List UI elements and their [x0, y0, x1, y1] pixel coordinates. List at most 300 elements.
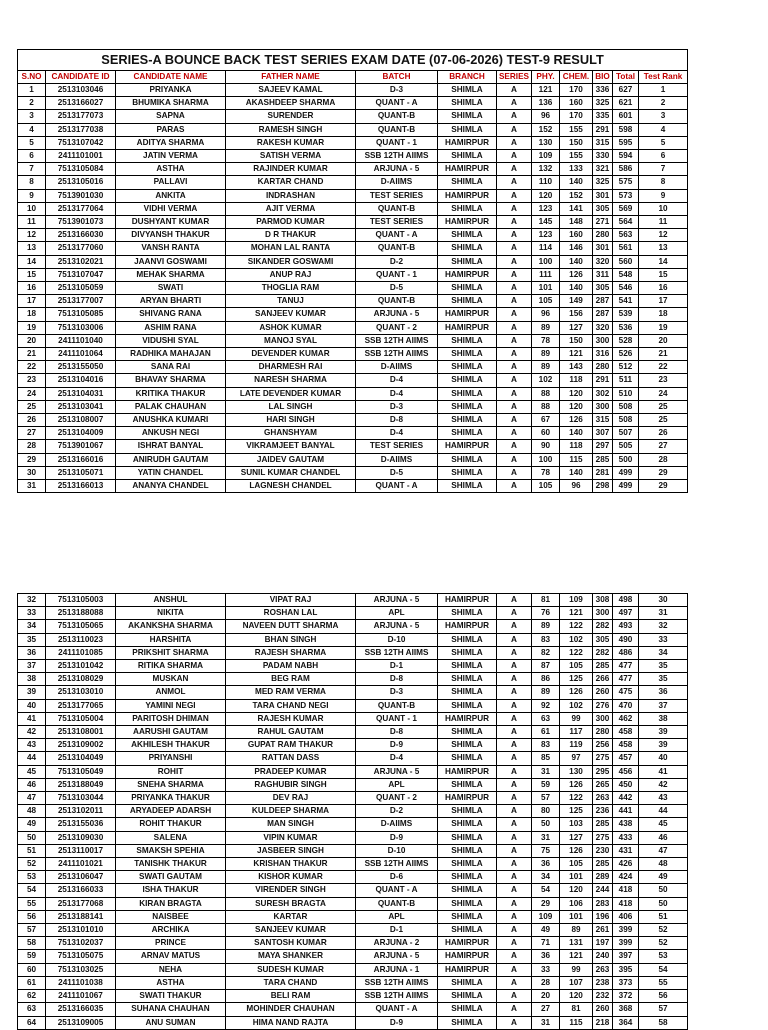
table-cell: LAL SINGH	[226, 400, 356, 413]
table-cell: 20	[18, 334, 46, 347]
table-cell: D-2	[356, 255, 438, 268]
table-cell: A	[497, 282, 532, 295]
table-cell: A	[497, 427, 532, 440]
table-cell: QUANT-B	[356, 242, 438, 255]
table-cell: HAMIRPUR	[438, 792, 497, 805]
table-cell: A	[497, 607, 532, 620]
table-row	[18, 268, 688, 281]
table-cell: ASTHA	[116, 976, 226, 989]
table-cell: 32	[18, 594, 46, 607]
table-cell: 291	[593, 374, 613, 387]
table-cell: 271	[593, 216, 613, 229]
table-cell: SSB 12TH AIIMS	[356, 334, 438, 347]
table-cell: 2513105071	[46, 466, 116, 479]
table-cell: A	[497, 163, 532, 176]
table-cell: 25	[639, 400, 688, 413]
table-cell: 26	[639, 427, 688, 440]
table-cell: 89	[532, 620, 560, 633]
table-cell: 301	[593, 189, 613, 202]
table-cell: 14	[639, 255, 688, 268]
table-cell: HAMIRPUR	[438, 216, 497, 229]
table-cell: 78	[532, 334, 560, 347]
table-cell: 88	[532, 387, 560, 400]
table-cell: 442	[613, 792, 639, 805]
table-row	[18, 308, 688, 321]
table-cell: TEST SERIES	[356, 440, 438, 453]
table-cell: KARTAR CHAND	[226, 176, 356, 189]
table-cell: 2513166035	[46, 1003, 116, 1016]
table-cell: SHIMLA	[438, 361, 497, 374]
table-cell: 59	[18, 950, 46, 963]
table-cell: 152	[532, 123, 560, 136]
table-cell: A	[497, 189, 532, 202]
table-cell: 39	[639, 739, 688, 752]
table-cell: 564	[613, 216, 639, 229]
table-cell: 90	[532, 440, 560, 453]
table-cell: 12	[18, 229, 46, 242]
table-cell: 2513102021	[46, 255, 116, 268]
table-cell: 298	[593, 480, 613, 493]
table-cell: 121	[560, 607, 593, 620]
table-cell: D-5	[356, 282, 438, 295]
table-cell: 37	[18, 660, 46, 673]
table-cell: RAKESH KUMAR	[226, 136, 356, 149]
table-cell: 18	[639, 308, 688, 321]
table-cell: SANJEEV KUMAR	[226, 308, 356, 321]
table-cell: VIKRAMJEET BANYAL	[226, 440, 356, 453]
table-cell: 36	[532, 950, 560, 963]
table-cell: ANSHUL	[116, 594, 226, 607]
table-cell: SHIMLA	[438, 818, 497, 831]
table-cell: 22	[639, 361, 688, 374]
column-header: BIO	[593, 71, 613, 84]
table-cell: 83	[532, 739, 560, 752]
table-cell: SHIMLA	[438, 282, 497, 295]
table-cell: 52	[639, 937, 688, 950]
table-body-bottom	[18, 594, 688, 1030]
table-row	[18, 976, 688, 989]
table-cell: 2513108007	[46, 414, 116, 427]
table-cell: 103	[560, 818, 593, 831]
table-cell: A	[497, 1003, 532, 1016]
table-cell: A	[497, 990, 532, 1003]
table-cell: 58	[639, 1016, 688, 1029]
table-cell: 19	[18, 321, 46, 334]
table-cell: 7513105085	[46, 308, 116, 321]
table-row	[18, 924, 688, 937]
table-cell: SHIMLA	[438, 97, 497, 110]
table-row	[18, 374, 688, 387]
table-cell: HAMIRPUR	[438, 594, 497, 607]
table-cell: 263	[593, 963, 613, 976]
table-row	[18, 1016, 688, 1029]
table-row	[18, 189, 688, 202]
table-cell: 7513901073	[46, 216, 116, 229]
table-cell: 34	[18, 620, 46, 633]
table-cell: SALENA	[116, 831, 226, 844]
table-cell: A	[497, 348, 532, 361]
table-cell: 118	[560, 440, 593, 453]
table-cell: D-4	[356, 387, 438, 400]
table-cell: SURESH BRAGTA	[226, 897, 356, 910]
table-cell: MOHINDER CHAUHAN	[226, 1003, 356, 1016]
table-cell: A	[497, 897, 532, 910]
table-cell: 266	[593, 673, 613, 686]
table-cell: 575	[613, 176, 639, 189]
table-cell: 145	[532, 216, 560, 229]
table-row	[18, 123, 688, 136]
table-cell: 426	[613, 858, 639, 871]
table-cell: ARYAN BHARTI	[116, 295, 226, 308]
table-cell: 141	[560, 202, 593, 215]
table-cell: 22	[18, 361, 46, 374]
table-cell: 10	[18, 202, 46, 215]
table-cell: 373	[613, 976, 639, 989]
table-row	[18, 884, 688, 897]
table-cell: 126	[560, 778, 593, 791]
table-cell: 627	[613, 84, 639, 97]
table-cell: 4	[18, 123, 46, 136]
table-cell: SHIMLA	[438, 480, 497, 493]
table-cell: ARJUNA - 5	[356, 308, 438, 321]
table-cell: 196	[593, 910, 613, 923]
table-cell: 170	[560, 84, 593, 97]
table-cell: 86	[532, 673, 560, 686]
table-cell: 283	[593, 897, 613, 910]
table-row	[18, 136, 688, 149]
table-row	[18, 321, 688, 334]
table-cell: QUANT-B	[356, 699, 438, 712]
table-row	[18, 778, 688, 791]
table-cell: A	[497, 818, 532, 831]
table-cell: 3	[18, 110, 46, 123]
table-cell: 1	[639, 84, 688, 97]
table-cell: 92	[532, 699, 560, 712]
table-cell: NIKITA	[116, 607, 226, 620]
table-cell: SUNIL KUMAR CHANDEL	[226, 466, 356, 479]
table-cell: 395	[613, 963, 639, 976]
table-cell: 2513166030	[46, 229, 116, 242]
table-cell: 33	[18, 607, 46, 620]
table-row	[18, 1003, 688, 1016]
table-cell: HAMIRPUR	[438, 189, 497, 202]
table-cell: 601	[613, 110, 639, 123]
table-cell: 2513155036	[46, 818, 116, 831]
table-cell: THOGLIA RAM	[226, 282, 356, 295]
table-cell: SHIMLA	[438, 910, 497, 923]
table-cell: SHIMLA	[438, 374, 497, 387]
table-cell: SUHANA CHAUHAN	[116, 1003, 226, 1016]
table-cell: 57	[18, 924, 46, 937]
table-cell: SHIMLA	[438, 387, 497, 400]
table-row	[18, 348, 688, 361]
table-cell: 57	[639, 1003, 688, 1016]
table-cell: 595	[613, 136, 639, 149]
table-cell: ARYADEEP ADARSH	[116, 805, 226, 818]
table-cell: 456	[613, 765, 639, 778]
table-cell: ADITYA SHARMA	[116, 136, 226, 149]
table-cell: KISHOR KUMAR	[226, 871, 356, 884]
table-cell: 96	[532, 110, 560, 123]
table-cell: 508	[613, 414, 639, 427]
table-row	[18, 440, 688, 453]
table-cell: 37	[639, 699, 688, 712]
table-cell: 3	[639, 110, 688, 123]
table-cell: 7513105004	[46, 712, 116, 725]
table-cell: SHIMLA	[438, 646, 497, 659]
table-cell: 51	[639, 910, 688, 923]
table-cell: SWATI GAUTAM	[116, 871, 226, 884]
column-header: Total	[613, 71, 639, 84]
table-cell: APL	[356, 910, 438, 923]
table-cell: APL	[356, 607, 438, 620]
table-cell: 42	[639, 778, 688, 791]
table-cell: 114	[532, 242, 560, 255]
table-cell: HAMIRPUR	[438, 765, 497, 778]
table-cell: A	[497, 374, 532, 387]
table-cell: 486	[613, 646, 639, 659]
table-cell: SHIMLA	[438, 414, 497, 427]
table-cell: SHIMLA	[438, 660, 497, 673]
table-cell: D-AIIMS	[356, 176, 438, 189]
table-cell: 282	[593, 646, 613, 659]
table-cell: SHIMLA	[438, 897, 497, 910]
table-cell: PALAK CHAUHAN	[116, 400, 226, 413]
table-row	[18, 792, 688, 805]
table-cell: 11	[18, 216, 46, 229]
table-cell: AJIT VERMA	[226, 202, 356, 215]
table-cell: 539	[613, 308, 639, 321]
table-cell: HARSHITA	[116, 633, 226, 646]
table-cell: 89	[532, 321, 560, 334]
table-cell: 24	[639, 387, 688, 400]
table-cell: VIRENDER SINGH	[226, 884, 356, 897]
table-cell: 364	[613, 1016, 639, 1029]
table-cell: 12	[639, 229, 688, 242]
table-cell: 2513109002	[46, 739, 116, 752]
table-cell: D-6	[356, 871, 438, 884]
table-cell: 122	[560, 646, 593, 659]
table-cell: 47	[18, 792, 46, 805]
table-cell: D-AIIMS	[356, 361, 438, 374]
table-cell: ANUP RAJ	[226, 268, 356, 281]
table-row	[18, 466, 688, 479]
table-cell: KIRAN BRAGTA	[116, 897, 226, 910]
table-cell: 29	[532, 897, 560, 910]
table-row	[18, 765, 688, 778]
table-cell: VIDUSHI SYAL	[116, 334, 226, 347]
table-cell: A	[497, 739, 532, 752]
table-cell: A	[497, 1016, 532, 1029]
table-cell: A	[497, 216, 532, 229]
table-cell: 316	[593, 348, 613, 361]
table-cell: HAMIRPUR	[438, 950, 497, 963]
table-cell: 125	[560, 673, 593, 686]
table-cell: 1	[18, 84, 46, 97]
table-cell: BHAN SINGH	[226, 633, 356, 646]
table-cell: RAJINDER KUMAR	[226, 163, 356, 176]
table-cell: MEHAK SHARMA	[116, 268, 226, 281]
table-cell: D-1	[356, 924, 438, 937]
table-cell: 512	[613, 361, 639, 374]
table-cell: 54	[532, 884, 560, 897]
table-cell: QUANT - A	[356, 97, 438, 110]
table-cell: 81	[560, 1003, 593, 1016]
table-cell: 2513110023	[46, 633, 116, 646]
table-cell: ROSHAN LAL	[226, 607, 356, 620]
table-cell: 150	[560, 136, 593, 149]
table-cell: 2513101042	[46, 660, 116, 673]
table-cell: HARI SINGH	[226, 414, 356, 427]
table-cell: NAVEEN DUTT SHARMA	[226, 620, 356, 633]
table-cell: 276	[593, 699, 613, 712]
table-cell: A	[497, 844, 532, 857]
table-cell: 44	[18, 752, 46, 765]
table-row	[18, 646, 688, 659]
table-cell: 2513177073	[46, 110, 116, 123]
table-cell: ROHIT THAKUR	[116, 818, 226, 831]
table-cell: 61	[532, 726, 560, 739]
table-cell: 71	[532, 937, 560, 950]
table-cell: 2513102011	[46, 805, 116, 818]
table-row	[18, 990, 688, 1003]
table-cell: 397	[613, 950, 639, 963]
table-cell: SATISH VERMA	[226, 150, 356, 163]
table-cell: SHIMLA	[438, 871, 497, 884]
table-cell: ARJUNA - 5	[356, 620, 438, 633]
table-cell: D-4	[356, 752, 438, 765]
table-cell: MAN SINGH	[226, 818, 356, 831]
table-cell: DHARMESH RAI	[226, 361, 356, 374]
table-cell: SHIMLA	[438, 607, 497, 620]
table-cell: 2513109005	[46, 1016, 116, 1029]
table-cell: GHANSHYAM	[226, 427, 356, 440]
table-cell: 438	[613, 818, 639, 831]
table-cell: 31	[532, 1016, 560, 1029]
table-cell: 14	[18, 255, 46, 268]
table-cell: APL	[356, 778, 438, 791]
table-cell: SHIMLA	[438, 805, 497, 818]
table-cell: SHIMLA	[438, 844, 497, 857]
table-cell: 34	[639, 646, 688, 659]
table-cell: 105	[560, 660, 593, 673]
table-cell: 15	[639, 268, 688, 281]
table-cell: 526	[613, 348, 639, 361]
table-cell: 7513105075	[46, 950, 116, 963]
table-cell: 275	[593, 831, 613, 844]
table-cell: BHAVAY SHARMA	[116, 374, 226, 387]
table-cell: 7513107047	[46, 268, 116, 281]
table-cell: 89	[560, 924, 593, 937]
table-cell: TARA CHAND	[226, 976, 356, 989]
table-cell: 89	[532, 348, 560, 361]
table-cell: 462	[613, 712, 639, 725]
table-cell: 300	[593, 712, 613, 725]
table-cell: 126	[560, 844, 593, 857]
table-cell: ASHOK KUMAR	[226, 321, 356, 334]
table-cell: 289	[593, 871, 613, 884]
table-cell: JAANVI GOSWAMI	[116, 255, 226, 268]
table-cell: KULDEEP SHARMA	[226, 805, 356, 818]
table-cell: QUANT-B	[356, 123, 438, 136]
column-header: SERIES	[497, 71, 532, 84]
table-row	[18, 202, 688, 215]
table-cell: 56	[18, 910, 46, 923]
table-cell: 2513177060	[46, 242, 116, 255]
table-cell: SIKANDER GOSWAMI	[226, 255, 356, 268]
table-cell: 2513188141	[46, 910, 116, 923]
table-cell: SHIMLA	[438, 242, 497, 255]
table-cell: 546	[613, 282, 639, 295]
table-cell: A	[497, 150, 532, 163]
table-cell: TANISHK THAKUR	[116, 858, 226, 871]
table-cell: ARJUNA - 5	[356, 950, 438, 963]
table-cell: 109	[532, 150, 560, 163]
table-cell: D-9	[356, 831, 438, 844]
table-cell: 140	[560, 255, 593, 268]
table-row	[18, 752, 688, 765]
table-cell: ISHRAT BANYAL	[116, 440, 226, 453]
table-body-top	[18, 84, 688, 493]
table-row	[18, 163, 688, 176]
table-cell: A	[497, 466, 532, 479]
table-cell: TARA CHAND NEGI	[226, 699, 356, 712]
table-cell: 2411101067	[46, 990, 116, 1003]
table-cell: 218	[593, 1016, 613, 1029]
table-row	[18, 229, 688, 242]
table-row	[18, 414, 688, 427]
table-cell: ANU SUMAN	[116, 1016, 226, 1029]
page-title: SERIES-A BOUNCE BACK TEST SERIES EXAM DATE (07-06-2026) TEST-9 RESULT	[18, 50, 688, 71]
table-cell: HAMIRPUR	[438, 963, 497, 976]
table-cell: ARJUNA - 5	[356, 765, 438, 778]
table-cell: A	[497, 242, 532, 255]
table-row	[18, 871, 688, 884]
table-row	[18, 950, 688, 963]
table-row	[18, 633, 688, 646]
table-cell: 54	[18, 884, 46, 897]
table-cell: D-10	[356, 844, 438, 857]
table-cell: 123	[532, 229, 560, 242]
table-cell: HAMIRPUR	[438, 712, 497, 725]
table-cell: 457	[613, 752, 639, 765]
table-cell: 29	[639, 466, 688, 479]
table-cell: 458	[613, 739, 639, 752]
column-header: PHY.	[532, 71, 560, 84]
table-cell: 140	[560, 282, 593, 295]
table-cell: 285	[593, 453, 613, 466]
table-cell: 8	[18, 176, 46, 189]
table-cell: 300	[593, 400, 613, 413]
table-cell: 31	[18, 480, 46, 493]
table-cell: 281	[593, 466, 613, 479]
table-cell: QUANT-B	[356, 897, 438, 910]
table-row	[18, 97, 688, 110]
table-cell: A	[497, 646, 532, 659]
table-cell: SHIMLA	[438, 739, 497, 752]
table-cell: 368	[613, 1003, 639, 1016]
table-cell: 47	[639, 844, 688, 857]
table-cell: 148	[560, 216, 593, 229]
table-cell: 83	[532, 633, 560, 646]
table-row	[18, 594, 688, 607]
table-cell: NEHA	[116, 963, 226, 976]
table-cell: 88	[532, 400, 560, 413]
table-cell: ARJUNA - 5	[356, 594, 438, 607]
table-cell: SAPNA	[116, 110, 226, 123]
table-cell: 20	[639, 334, 688, 347]
table-cell: 399	[613, 937, 639, 950]
